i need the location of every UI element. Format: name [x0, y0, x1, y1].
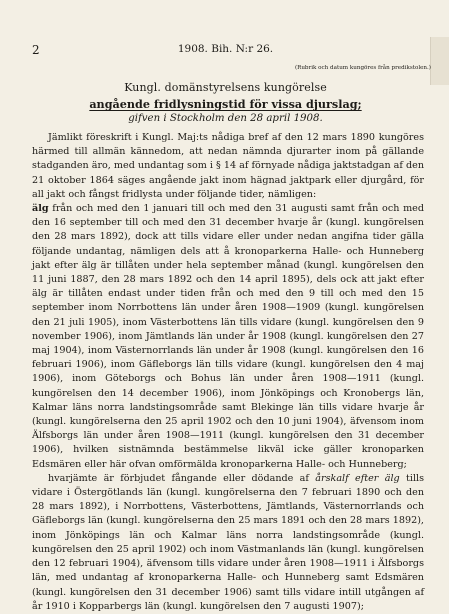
- paragraph-arskalf-rest: tills vidare i Östergötlands län (kungl. kungörelserna den 7 februari 1890 och den 28 mars 1892), i Norrbottens, Västerbottens, Jämtlands, Västernorrlands och Gäfleborgs län (kungl. kungörelserna den 25 mars 1891 och den 28 mars 1892), inom Jönköpings län och Kalmar läns norra landstingsområde (kungl. kungörelsen den 25 april 1902) och inom Västmanlands län (kungl. kungörelsen den 12 februari 1904), äfvensom tills vidare under åren 1908—1911 i Älfsborgs län, med undantag af kronoparkerna Halle- och Hunneberg samt Edsmären (kungl. kungörelsen den 31 december 1906) samt tills vidare intill utgången af år 1910 i Kopparbergs län (kungl. kungörelsen den 7 augusti 1907);: [32, 472, 424, 612]
- paragraph-arskalf: [32, 472, 424, 614]
- paragraph-alg: [32, 202, 424, 472]
- italic-arskalf: årskalf efter älg: [315, 472, 400, 484]
- paragraph-intro: Jämlikt föreskrift i Kungl. Maj:ts nådiga bref af den 12 mars 1890 kungöres härmed till allmän kännedom, att nedan nämnda djurarter inom på gällande stadganden äro, med undantag som i § 14 af förnyade nådiga jaktstadgan af den 21 oktober 1864 säges angående jakt inom hägnad jaktpark eller djurgård, för all jakt och fångst fridlysta under följande tider, nämligen:: [32, 132, 424, 200]
- page-edge-tab: [430, 37, 449, 85]
- document-date-line: gifven i Stockholm den 28 april 1908.: [128, 113, 323, 124]
- running-title: 1908. Bih. N:r 26.: [177, 43, 274, 55]
- document-titles: [32, 81, 419, 125]
- page-number: 2: [32, 43, 40, 57]
- rubric-note: (Rubrik och datum kungöres från predikstolen.): [294, 65, 431, 71]
- paragraph-arskalf-start: hvarjämte är förbjudet fångande eller dödande af: [48, 472, 309, 484]
- document-body: [32, 131, 424, 614]
- keyword-alg: älg: [32, 203, 49, 215]
- document-subject: angående fridlysningstid för vissa djurslag;: [89, 97, 362, 111]
- page-header: [32, 43, 419, 57]
- paragraph-alg-text: från och med den 1 januari till och med den 31 augusti samt från och med den 16 september till och med den 31 december hvarje år (kungl. kungörelsen den 28 mars 1892), dock att tills vidare eller under nedan angifna tider gälla följande undantag, nämligen dels att å kronoparkerna Halle- och Hunneberg jakt efter älg är tillåten under hela september månad (kungl. kungörelsen den 11 juni 1887, den 28 mars 1892 och den 14 april 1895), dels ock att jakt efter älg är tillåten endast under tiden från och med den 9 till och med den 15 september inom Norrbottens län under åren 1908—1909 (kungl. kungörelsen den 21 juli 1905), inom Västerbottens län tills vidare (kungl. kungörelsen den 9 november 1906), inom Jämtlands län under år 1908 (kungl. kungörelsen den 27 maj 1904), inom Västernorrlands län under år 1908 (kungl. kungörelsen den 16 februari 1906), inom Gäfleborgs län tills vidare (kungl. kungörelsen den 4 maj 1906), inom Göteborgs och Bohus län under åren 1908—1911 (kungl. kungörelsen den 14 december 1906), inom Jönköpings och Kronobergs län, Kalmar läns norra landstingsområde samt Blekinge län tills vidare hvarje år (kungl. kungörelserna den 25 april 1902 och den 10 juni 1904), äfvensom inom Älfsborgs län under åren 1908—1911 (kungl. kungörelsen den 31 december 1906), hvilken sistnämnda bestämmelse likväl icke gäller kronoparken Edsmären eller här ofvan omförmälda kronoparkerna Halle- och Hunneberg;: [32, 203, 424, 470]
- document-title: Kungl. domänstyrelsens kungörelse: [124, 81, 327, 94]
